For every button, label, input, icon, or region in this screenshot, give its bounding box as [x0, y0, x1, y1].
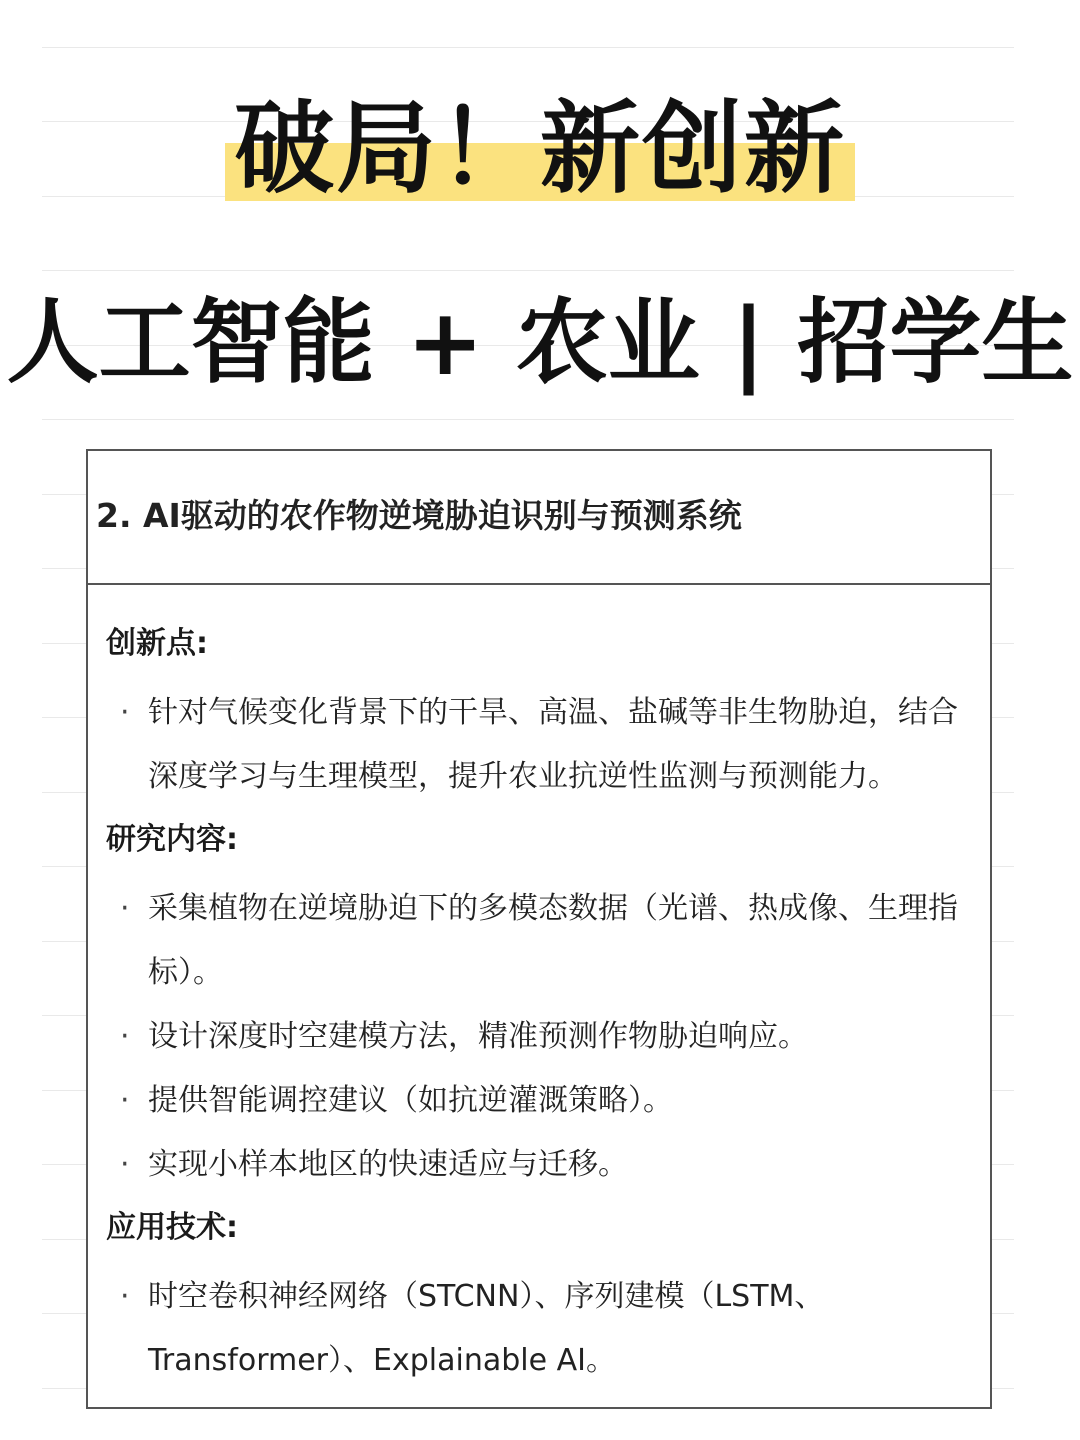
project-card [86, 449, 992, 1409]
list-item-text: 针对气候变化背景下的干旱、高温、盐碱等非生物胁迫，结合深度学习与生理模型，提升农业抗逆性监测与预测能力。 [148, 695, 958, 794]
page-subtitle: 人工智能 + 农业 | 招学生 [6, 289, 1074, 396]
list-item [106, 877, 972, 1005]
list-item [106, 1005, 972, 1069]
card-header [88, 451, 990, 585]
section-label-technology: 应用技术: [106, 1210, 238, 1245]
ruled-line [42, 270, 1014, 271]
list-item [106, 681, 972, 809]
list-item [106, 1069, 972, 1133]
list-item-text: 时空卷积神经网络（STCNN）、序列建模（LSTM、Transformer）、Explainable AI。 [148, 1279, 825, 1378]
bullet-dot-icon: · [120, 891, 130, 926]
list-item [106, 1133, 972, 1197]
page-title: 破局！新创新 [234, 90, 846, 207]
title-block [0, 90, 1080, 207]
bullet-dot-icon: · [120, 1147, 130, 1182]
list-item [106, 1265, 972, 1393]
bullet-dot-icon: · [120, 1279, 130, 1314]
list-item-text: 提供智能调控建议（如抗逆灌溉策略）。 [148, 1083, 673, 1118]
ruled-line [42, 419, 1014, 420]
list-item-text: 设计深度时空建模方法，精准预测作物胁迫响应。 [148, 1019, 808, 1054]
section-label-research: 研究内容: [106, 822, 238, 857]
bullet-dot-icon: · [120, 1083, 130, 1118]
section-label-innovation: 创新点: [106, 626, 208, 661]
bullet-dot-icon: · [120, 695, 130, 730]
list-item-text: 实现小样本地区的快速适应与迁移。 [148, 1147, 628, 1182]
research-list [106, 877, 972, 1197]
list-item-text: 采集植物在逆境胁迫下的多模态数据（光谱、热成像、生理指标）。 [148, 891, 958, 990]
card-body [88, 585, 990, 1393]
innovation-list [106, 681, 972, 809]
bullet-dot-icon: · [120, 1019, 130, 1054]
card-title: 2. AI驱动的农作物逆境胁迫识别与预测系统 [96, 496, 742, 535]
technology-list [106, 1265, 972, 1393]
ruled-line [42, 47, 1014, 48]
